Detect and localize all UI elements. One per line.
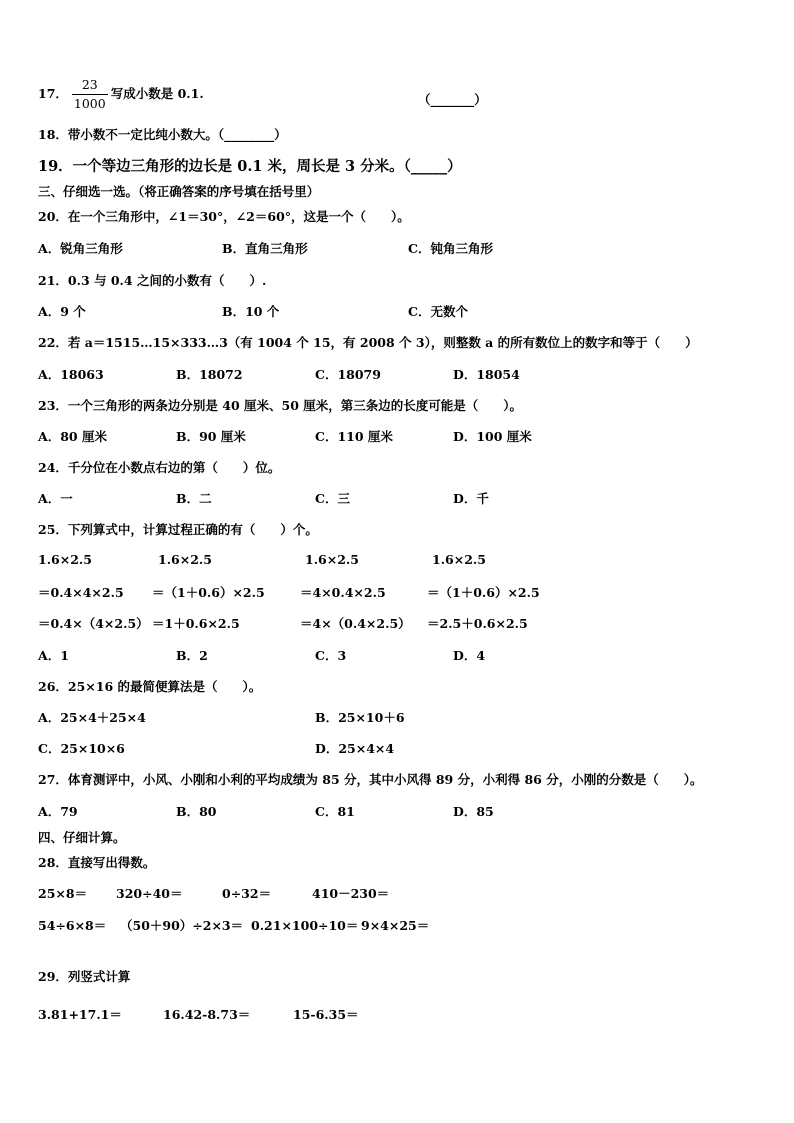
fraction-denominator: 1000 xyxy=(73,96,106,111)
calc-item: 0.21×100÷10＝ xyxy=(251,918,359,933)
question-23: 23．一个三角形的两条边分别是 40 厘米、50 厘米，第三条边的长度可能是（ ）。 xyxy=(38,398,522,413)
question-26: 26．25×16 的最简便算法是（ ）。 xyxy=(38,679,262,694)
question-24: 24．千分位在小数点右边的第（ ）位。 xyxy=(38,460,281,475)
calc-item: 15-6.35＝ xyxy=(293,1007,359,1022)
calc-item: 9×4×25＝ xyxy=(361,918,430,933)
calc-item: 54÷6×8＝ xyxy=(38,918,107,933)
option-a: A．锐角三角形 xyxy=(38,241,123,256)
option-a: A．9 个 xyxy=(38,304,86,319)
option-d: D．千 xyxy=(453,491,489,506)
calc-item: 0÷32＝ xyxy=(222,886,272,901)
option-a: A．一 xyxy=(38,491,73,506)
calc-item: 410－230＝ xyxy=(312,886,390,901)
option-b: B．10 个 xyxy=(222,304,280,319)
option-b: B．18072 xyxy=(176,367,243,382)
question-21: 21．0.3 与 0.4 之间的小数有（ ）. xyxy=(38,273,267,288)
option-a: A．25×4＋25×4 xyxy=(38,710,146,725)
fraction-numerator: 23 xyxy=(72,78,108,95)
section-heading-3: 三、仔细选一选。（将正确答案的序号填在括号里） xyxy=(38,184,320,199)
question-22: 22．若 a＝1515…15×333…3（有 1004 个 15，有 2008 个 3），则整数 a 的所有数位上的数字和等于（ ） xyxy=(38,335,698,350)
calc-step: ＝（1＋0.6）×2.5 xyxy=(427,585,540,600)
option-d: D．100 厘米 xyxy=(453,429,532,444)
option-b: B．25×10＋6 xyxy=(315,710,405,725)
option-c: C．25×10×6 xyxy=(38,741,125,756)
option-a: A．18063 xyxy=(38,367,104,382)
fraction xyxy=(72,78,108,111)
option-c: C．无数个 xyxy=(408,304,468,319)
question-25: 25．下列算式中，计算过程正确的有（ ）个。 xyxy=(38,522,318,537)
question-number: 17． xyxy=(38,86,68,101)
calc-item: 320÷40＝ xyxy=(116,886,183,901)
option-d: D．4 xyxy=(453,648,486,663)
option-d: D．25×4×4 xyxy=(315,741,395,756)
calc-step: ＝（1＋0.6）×2.5 xyxy=(152,585,265,600)
question-27: 27．体育测评中，小风、小刚和小利的平均成绩为 85 分，其中小风得 89 分，小利得 86 分，小刚的分数是（ ）。 xyxy=(38,772,703,787)
calc-item: 16.42-8.73＝ xyxy=(163,1007,251,1022)
option-c: C．3 xyxy=(315,648,347,663)
question-19: 19．一个等边三角形的边长是 0.1 米，周长是 3 分米。（_____） xyxy=(38,158,462,175)
question-text: 写成小数是 0.1. xyxy=(110,86,204,101)
option-c: C．110 厘米 xyxy=(315,429,393,444)
section-heading-4: 四、仔细计算。 xyxy=(38,830,126,845)
calc-step: ＝2.5＋0.6×2.5 xyxy=(427,616,528,631)
question-18: 18．带小数不一定比纯小数大。（________） xyxy=(38,127,287,142)
option-b: B．90 厘米 xyxy=(176,429,246,444)
calc-step: 1.6×2.5 xyxy=(38,552,92,567)
option-a: A．80 厘米 xyxy=(38,429,107,444)
calc-step: ＝4×0.4×2.5 xyxy=(300,585,386,600)
option-c: C．三 xyxy=(315,491,350,506)
option-b: B．80 xyxy=(176,804,217,819)
calc-item: （50＋90）÷2×3＝ xyxy=(120,918,244,933)
option-c: C．18079 xyxy=(315,367,381,382)
calc-item: 3.81+17.1＝ xyxy=(38,1007,122,1022)
option-a: A．79 xyxy=(38,804,78,819)
question-17 xyxy=(38,78,204,111)
option-b: B．二 xyxy=(176,491,212,506)
calc-step: ＝0.4×4×2.5 xyxy=(38,585,124,600)
answer-blank-17: （_______） xyxy=(418,92,487,107)
calc-item: 25×8＝ xyxy=(38,886,88,901)
option-c: C．钝角三角形 xyxy=(408,241,493,256)
option-b: B．直角三角形 xyxy=(222,241,308,256)
calc-step: 1.6×2.5 xyxy=(432,552,486,567)
calc-step: ＝4×（0.4×2.5） xyxy=(300,616,411,631)
option-b: B．2 xyxy=(176,648,208,663)
question-28: 28．直接写出得数。 xyxy=(38,855,156,870)
option-d: D．18054 xyxy=(453,367,520,382)
calc-step: 1.6×2.5 xyxy=(305,552,359,567)
calc-step: ＝1＋0.6×2.5 xyxy=(152,616,240,631)
question-20: 20．在一个三角形中，∠1＝30°，∠2＝60°，这是一个（ ）。 xyxy=(38,209,410,224)
option-d: D．85 xyxy=(453,804,494,819)
question-29: 29．列竖式计算 xyxy=(38,969,131,984)
option-a: A．1 xyxy=(38,648,69,663)
option-c: C．81 xyxy=(315,804,355,819)
calc-step: 1.6×2.5 xyxy=(158,552,212,567)
calc-step: ＝0.4×（4×2.5） xyxy=(38,616,149,631)
